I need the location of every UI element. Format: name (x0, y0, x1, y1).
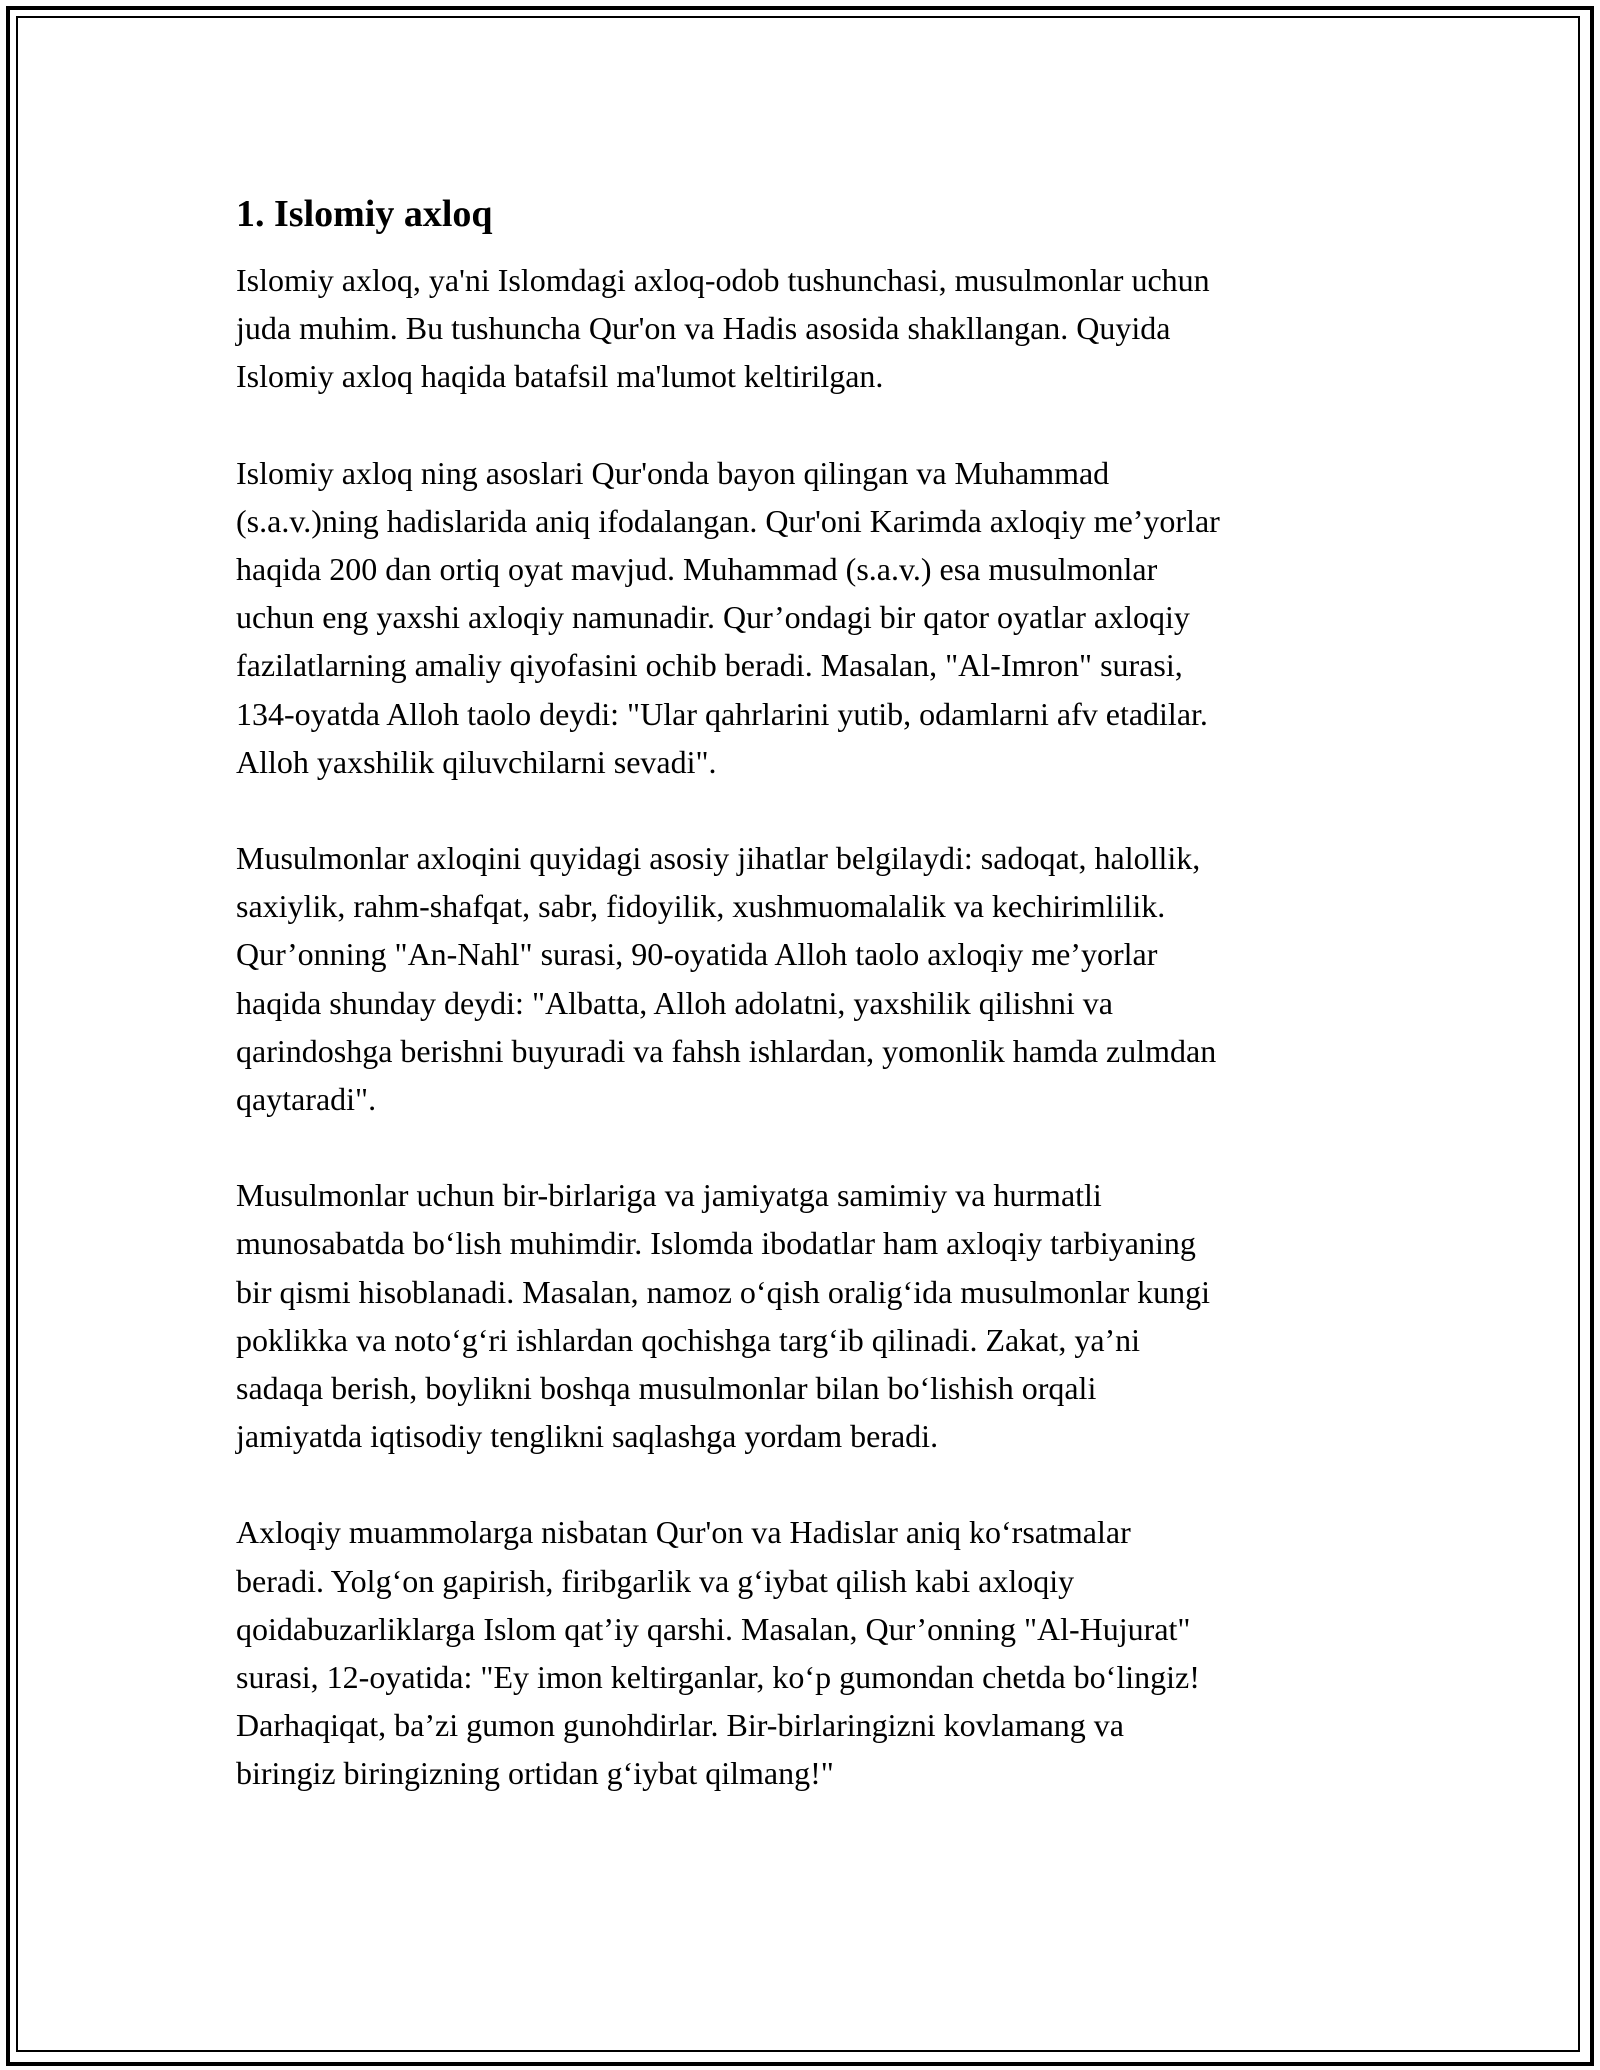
paragraph-intro: Islomiy axloq, ya'ni Islomdagi axloq-odob tushunchasi, musulmonlar uchun juda muhim. Bu tushuncha Qur'on va Hadis asosida shakllangan. Quyida Islomiy axloq haqida batafsil ma'lumot keltirilgan. (236, 262, 1210, 395)
paragraph-ethical-problems: Axloqiy muammolarga nisbatan Qur'on va Hadislar aniq ko‘rsatmalar beradi. Yolg‘on gapirish, firibgarlik va g‘iybat qilish kabi axloqiy qoidabuzarliklarga Islom qat’iy qarshi. Masalan, Qur’onning "Al-Hujurat" surasi, 12-oyatida: "Ey imon keltirganlar, ko‘p gumondan chetda bo‘lingiz! Darhaqiqat, ba’zi gumon gunohdirlar. Bir-birlaringizni kovlamang va biringiz biringizning ortidan g‘iybat qilmang!" (236, 1514, 1200, 1792)
section-heading: 1. Islomiy axloq (236, 193, 493, 235)
document-body (236, 186, 1376, 1846)
paragraph-foundations: Islomiy axloq ning asoslari Qur'onda bayon qilingan va Muhammad (s.a.v.)ning hadislarida aniq ifodalangan. Qur'oni Karimda axloqiy me’yorlar haqida 200 dan ortiq oyat mavjud. Muhammad (s.a.v.) esa musulmonlar uchun eng yaxshi axloqiy namunadir. Qur’ondagi bir qator oyatlar axloqiy fazilatlarning amaliy qiyofasini ochib beradi. Masalan, "Al-Imron" surasi, 134-oyatda Alloh taolo deydi: "Ular qahrlarini yutib, odamlarni afv etadilar. Alloh yaxshilik qiluvchilarni sevadi". (236, 454, 1220, 780)
paragraph-virtues: Musulmonlar axloqini quyidagi asosiy jihatlar belgilaydi: sadoqat, halollik, saxiylik, rahm-shafqat, sabr, fidoyilik, xushmuomalalik va kechirimlilik. Qur’onning "An-Nahl" surasi, 90-oyatida Alloh taolo axloqiy me’yorlar haqida shunday deydi: "Albatta, Alloh adolatni, yaxshilik qilishni va qarindoshga berishni buyuradi va fahsh ishlardan, yomonlik hamda zulmdan qaytaradi". (236, 840, 1217, 1118)
paragraph-society: Musulmonlar uchun bir-birlariga va jamiyatga samimiy va hurmatli munosabatda bo‘lish muhimdir. Islomda ibodatlar ham axloqiy tarbiyaning bir qismi hisoblanadi. Masalan, namoz o‘qish oralig‘ida musulmonlar kungi poklikka va noto‘g‘ri ishlardan qochishga targ‘ib qilinadi. Zakat, ya’ni sadaqa berish, boylikni boshqa musulmonlar bilan bo‘lishish orqali jamiyatda iqtisodiy tenglikni saqlashga yordam beradi. (236, 1177, 1211, 1455)
